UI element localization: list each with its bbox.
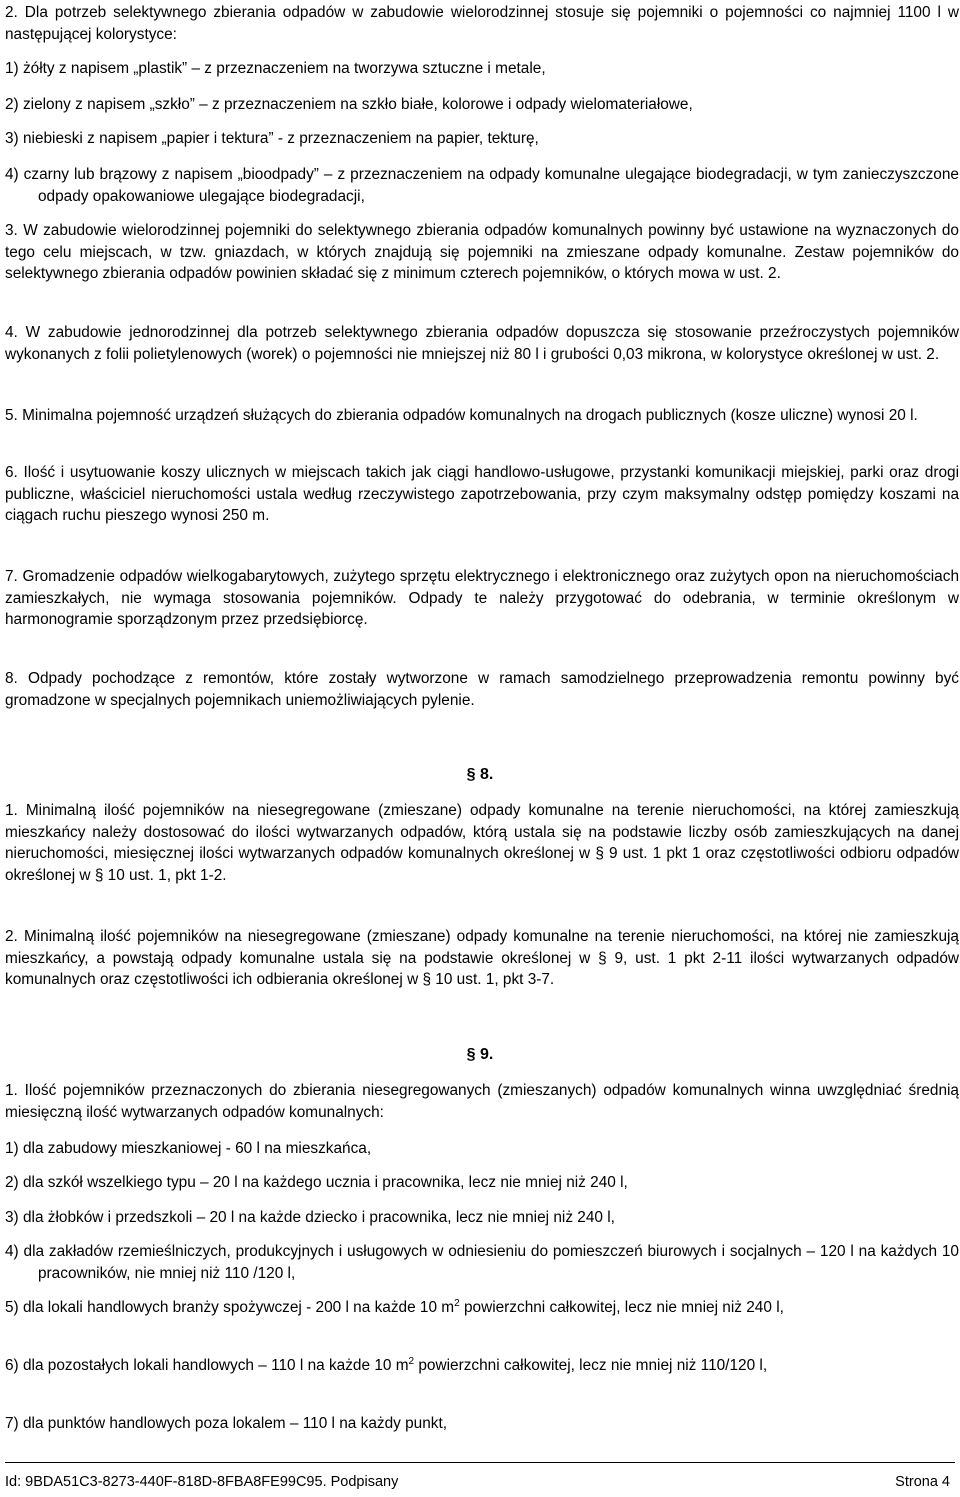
footer-divider (5, 1462, 955, 1463)
paragraph-7: 7. Gromadzenie odpadów wielkogabarytowych, zużytego sprzętu elektrycznego i elektronicznego oraz zużytych opon na nieruchomościach zamieszkałych, nie wymaga stosowania pojemników. Odpady te należy przygotować do odebrania, w terminie określonym w harmonogramie sporządzonym przez przedsiębiorcę. (5, 568, 959, 629)
paragraph-3: 3. W zabudowie wielorodzinnej pojemniki do selektywnego zbierania odpadów komunalnych powinny być ustawione na wyznaczonych do tego celu miejscach, w tzw. gniazdach, w których znajdują się pojemniki na zmieszane odpady komunalne. Zestaw pojemników do selektywnego zbierania odpadów powinien składać się z minimum czterech pojemników, o których mowa w ust. 2. (5, 222, 959, 283)
paragraph-4: 4. W zabudowie jednorodzinnej dla potrzeb selektywnego zbierania odpadów dopuszcza się stosowanie przeźroczystych pojemników wykonanych z folii polietylenowych (worek) o pojemności nie mniejszej niż 80 l i grubości 0,03 mikrona, w kolorystyce określonej w ust. 2. (5, 324, 959, 363)
section-9-item-6-text-b: powierzchni całkowitej, lecz nie mniej niż 110/120 l, (414, 1357, 768, 1374)
footer-document-id: Id: 9BDA51C3-8273-440F-818D-8FBA8FE99C95. Podpisany (5, 1474, 399, 1490)
paragraph-6: 6. Ilość i usytuowanie koszy ulicznych w miejscach takich jak ciągi handlowo-usługowe, przystanki komunikacji miejskiej, parki oraz drogi publiczne, właściciel nieruchomości ustala według rzeczywistego zapotrzebowania, przy czym maksymalny odstęp pomiędzy koszami na ciągach ruchu pieszego wynosi 250 m. (5, 464, 959, 525)
list-item-1: 1) żółty z napisem „plastik” – z przeznaczeniem na tworzywa sztuczne i metale, (5, 60, 546, 77)
section-9-item-6-text-a: 6) dla pozostałych lokali handlowych – 110 l na każde 10 m (5, 1357, 409, 1374)
section-9-item-6 (5, 1355, 959, 1377)
paragraph-8: 8. Odpady pochodzące z remontów, które zostały wytworzone w ramach samodzielnego przeprowadzenia remontu powinny być gromadzone w specjalnych pojemnikach uniemożliwiających pylenie. (5, 670, 959, 709)
section-9-item-3: 3) dla żłobków i przedszkoli – 20 l na każde dziecko i pracownika, lecz nie mniej niż 240 l, (5, 1209, 615, 1226)
section-9-item-7: 7) dla punktów handlowych poza lokalem – 110 l na każdy punkt, (5, 1415, 448, 1432)
section-9-item-5-text-b: powierzchni całkowitej, lecz nie mniej niż 240 l, (459, 1299, 784, 1316)
section-8-paragraph-1: 1. Minimalną ilość pojemników na niesegregowane (zmieszane) odpady komunalne na terenie nieruchomości, na której zamieszkują mieszkańcy należy dostosować do ilości wytwarzanych odpadów, którą ustala się na podstawie liczby osób zamieszkujących na danej nieruchomości, miesięcznej ilości wytwarzanych odpadów komunalnych określonej w § 9 ust. 1 pkt 1 oraz częstotliwości odbioru odpadów określonej w § 10 ust. 1, pkt 1-2. (5, 802, 959, 884)
section-8-paragraph-2: 2. Minimalną ilość pojemników na niesegregowane (zmieszane) odpady komunalne na terenie nieruchomości, na której nie zamieszkują mieszkańcy, a powstają odpady komunalne ustala się na podstawie określonej w § 9, ust. 1 pkt 2-11 ilości wytwarzanych odpadów komunalnych oraz częstotliwości ich odbierania określonej w § 10 ust. 1, pkt 3-7. (5, 928, 959, 989)
section-9-item-2: 2) dla szkół wszelkiego typu – 20 l na każdego ucznia i pracownika, lecz nie mniej niż 240 l, (5, 1174, 628, 1191)
paragraph-2: 2. Dla potrzeb selektywnego zbierania odpadów w zabudowie wielorodzinnej stosuje się pojemniki o pojemności co najmniej 1100 l w następującej kolorystyce: (5, 4, 959, 43)
section-9-item-4: 4) dla zakładów rzemieślniczych, produkcyjnych i usługowych w odniesieniu do pomieszczeń biurowych i socjalnych – 120 l na każdych 10 pracowników, nie mniej niż 110 /120 l, (5, 1243, 959, 1282)
footer-page-number: Strona 4 (895, 1474, 950, 1490)
list-item-4: 4) czarny lub brązowy z napisem „bioodpady” – z przeznaczeniem na odpady komunalne ulegające biodegradacji, w tym zanieczyszczone odpady opakowaniowe ulegające biodegradacji, (5, 166, 959, 205)
section-9-item-1: 1) dla zabudowy mieszkaniowej - 60 l na mieszkańca, (5, 1140, 372, 1157)
section-9-item-6-superscript: 2 (408, 1355, 415, 1367)
section-9-heading: § 9. (466, 1046, 494, 1063)
list-item-3: 3) niebieski z napisem „papier i tektura” - z przeznaczeniem na papier, tekturę, (5, 130, 539, 147)
list-item-2: 2) zielony z napisem „szkło” – z przeznaczeniem na szkło białe, kolorowe i odpady wielomateriałowe, (5, 96, 693, 113)
paragraph-5: 5. Minimalna pojemność urządzeń służących do zbierania odpadów komunalnych na drogach publicznych (kosze uliczne) wynosi 20 l. (5, 407, 918, 424)
section-8-heading: § 8. (466, 766, 494, 783)
section-9-item-5-text-a: 5) dla lokali handlowych branży spożywczej - 200 l na każde 10 m (5, 1299, 455, 1316)
section-9-paragraph-1: 1. Ilość pojemników przeznaczonych do zbierania niesegregowanych (zmieszanych) odpadów komunalnych winna uwzględniać średnią miesięczną ilość wytwarzanych odpadów komunalnych: (5, 1082, 959, 1121)
section-9-item-5-superscript: 2 (454, 1297, 460, 1309)
section-9-item-5 (5, 1297, 959, 1319)
